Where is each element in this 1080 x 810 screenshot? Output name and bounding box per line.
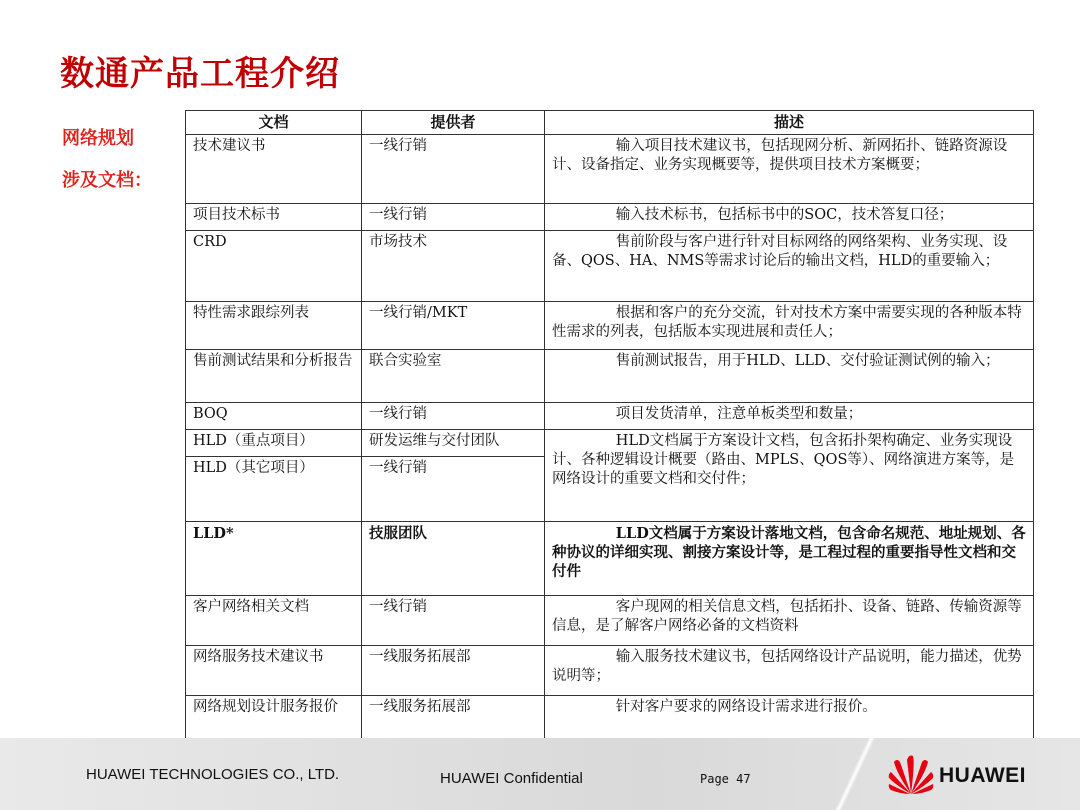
sidebar-label — [62, 118, 152, 202]
cell-document: HLD（其它项目） — [186, 457, 362, 522]
cell-document: 售前测试结果和分析报告 — [186, 350, 362, 403]
cell-description: 售前测试报告，用于HLD、LLD、交付验证测试例的输入； — [545, 350, 1034, 403]
cell-document: 技术建议书 — [186, 135, 362, 204]
documents-table — [185, 110, 1034, 740]
table-row — [186, 302, 1034, 350]
cell-provider: 一线行销 — [362, 596, 545, 646]
cell-description: 输入服务技术建议书，包括网络设计产品说明，能力描述，优势说明等； — [545, 646, 1034, 696]
cell-document: 网络规划设计服务报价 — [186, 696, 362, 740]
cell-provider: 一线行销 — [362, 457, 545, 522]
footer-slash-decoration — [835, 738, 875, 810]
cell-description: HLD文档属于方案设计文档，包含拓扑架构确定、业务实现设计、各种逻辑设计概要（路由、MPLS、QOS等）、网络演进方案等，是网络设计的重要文档和交付件； — [545, 430, 1034, 522]
header-description: 描述 — [545, 111, 1034, 135]
logo-text: HUAWEI — [939, 764, 1026, 787]
table-row — [186, 403, 1034, 430]
cell-provider: 技服团队 — [362, 522, 545, 596]
cell-description: 客户现网的相关信息文档，包括拓扑、设备、链路、传输资源等信息，是了解客户网络必备的文档资料 — [545, 596, 1034, 646]
table-row — [186, 522, 1034, 596]
cell-provider: 一线服务拓展部 — [362, 696, 545, 740]
table-row — [186, 596, 1034, 646]
cell-description: 输入技术标书，包括标书中的SOC，技术答复口径； — [545, 204, 1034, 231]
cell-description: 项目发货清单，注意单板类型和数量； — [545, 403, 1034, 430]
footer-confidential: HUAWEI Confidential — [440, 770, 583, 787]
cell-description: 根据和客户的充分交流，针对技术方案中需要实现的各种版本特性需求的列表，包括版本实现进展和责任人； — [545, 302, 1034, 350]
cell-document: 项目技术标书 — [186, 204, 362, 231]
cell-provider: 市场技术 — [362, 231, 545, 302]
cell-provider: 一线行销 — [362, 403, 545, 430]
cell-provider: 一线服务拓展部 — [362, 646, 545, 696]
cell-provider: 一线行销/MKT — [362, 302, 545, 350]
page-title: 数通产品工程介绍 — [60, 54, 340, 94]
table-row — [186, 350, 1034, 403]
table-header-row — [186, 111, 1034, 135]
cell-document: LLD* — [186, 522, 362, 596]
cell-description: 售前阶段与客户进行针对目标网络的网络架构、业务实现、设备、QOS、HA、NMS等需求讨论后的输出文档，HLD的重要输入； — [545, 231, 1034, 302]
header-document: 文档 — [186, 111, 362, 135]
cell-document: BOQ — [186, 403, 362, 430]
huawei-logo — [887, 752, 1047, 798]
header-provider: 提供者 — [362, 111, 545, 135]
cell-provider: 研发运维与交付团队 — [362, 430, 545, 457]
table-row — [186, 646, 1034, 696]
cell-document: 网络服务技术建议书 — [186, 646, 362, 696]
table-row — [186, 696, 1034, 740]
sidebar-line-1: 网络规划 — [62, 128, 134, 149]
cell-description: 输入项目技术建议书，包括现网分析、新网拓扑、链路资源设计、设备指定、业务实现概要等，提供项目技术方案概要； — [545, 135, 1034, 204]
cell-document: 特性需求跟综列表 — [186, 302, 362, 350]
cell-provider: 联合实验室 — [362, 350, 545, 403]
cell-description: LLD文档属于方案设计落地文档，包含命名规范、地址规划、各种协议的详细实现、割接方案设计等，是工程过程的重要指导性文档和交付件 — [545, 522, 1034, 596]
cell-document: 客户网络相关文档 — [186, 596, 362, 646]
table-row — [186, 231, 1034, 302]
huawei-petals-icon — [887, 752, 935, 796]
cell-document: HLD（重点项目） — [186, 430, 362, 457]
sidebar-line-2: 涉及文档： — [62, 170, 152, 191]
table-row — [186, 204, 1034, 231]
cell-provider: 一线行销 — [362, 204, 545, 231]
cell-description: 针对客户要求的网络设计需求进行报价。 — [545, 696, 1034, 740]
table-row — [186, 135, 1034, 204]
footer-page-number: Page 47 — [700, 772, 751, 786]
cell-provider: 一线行销 — [362, 135, 545, 204]
cell-document: CRD — [186, 231, 362, 302]
table-row — [186, 430, 1034, 457]
footer-company: HUAWEI TECHNOLOGIES CO., LTD. — [86, 766, 340, 783]
